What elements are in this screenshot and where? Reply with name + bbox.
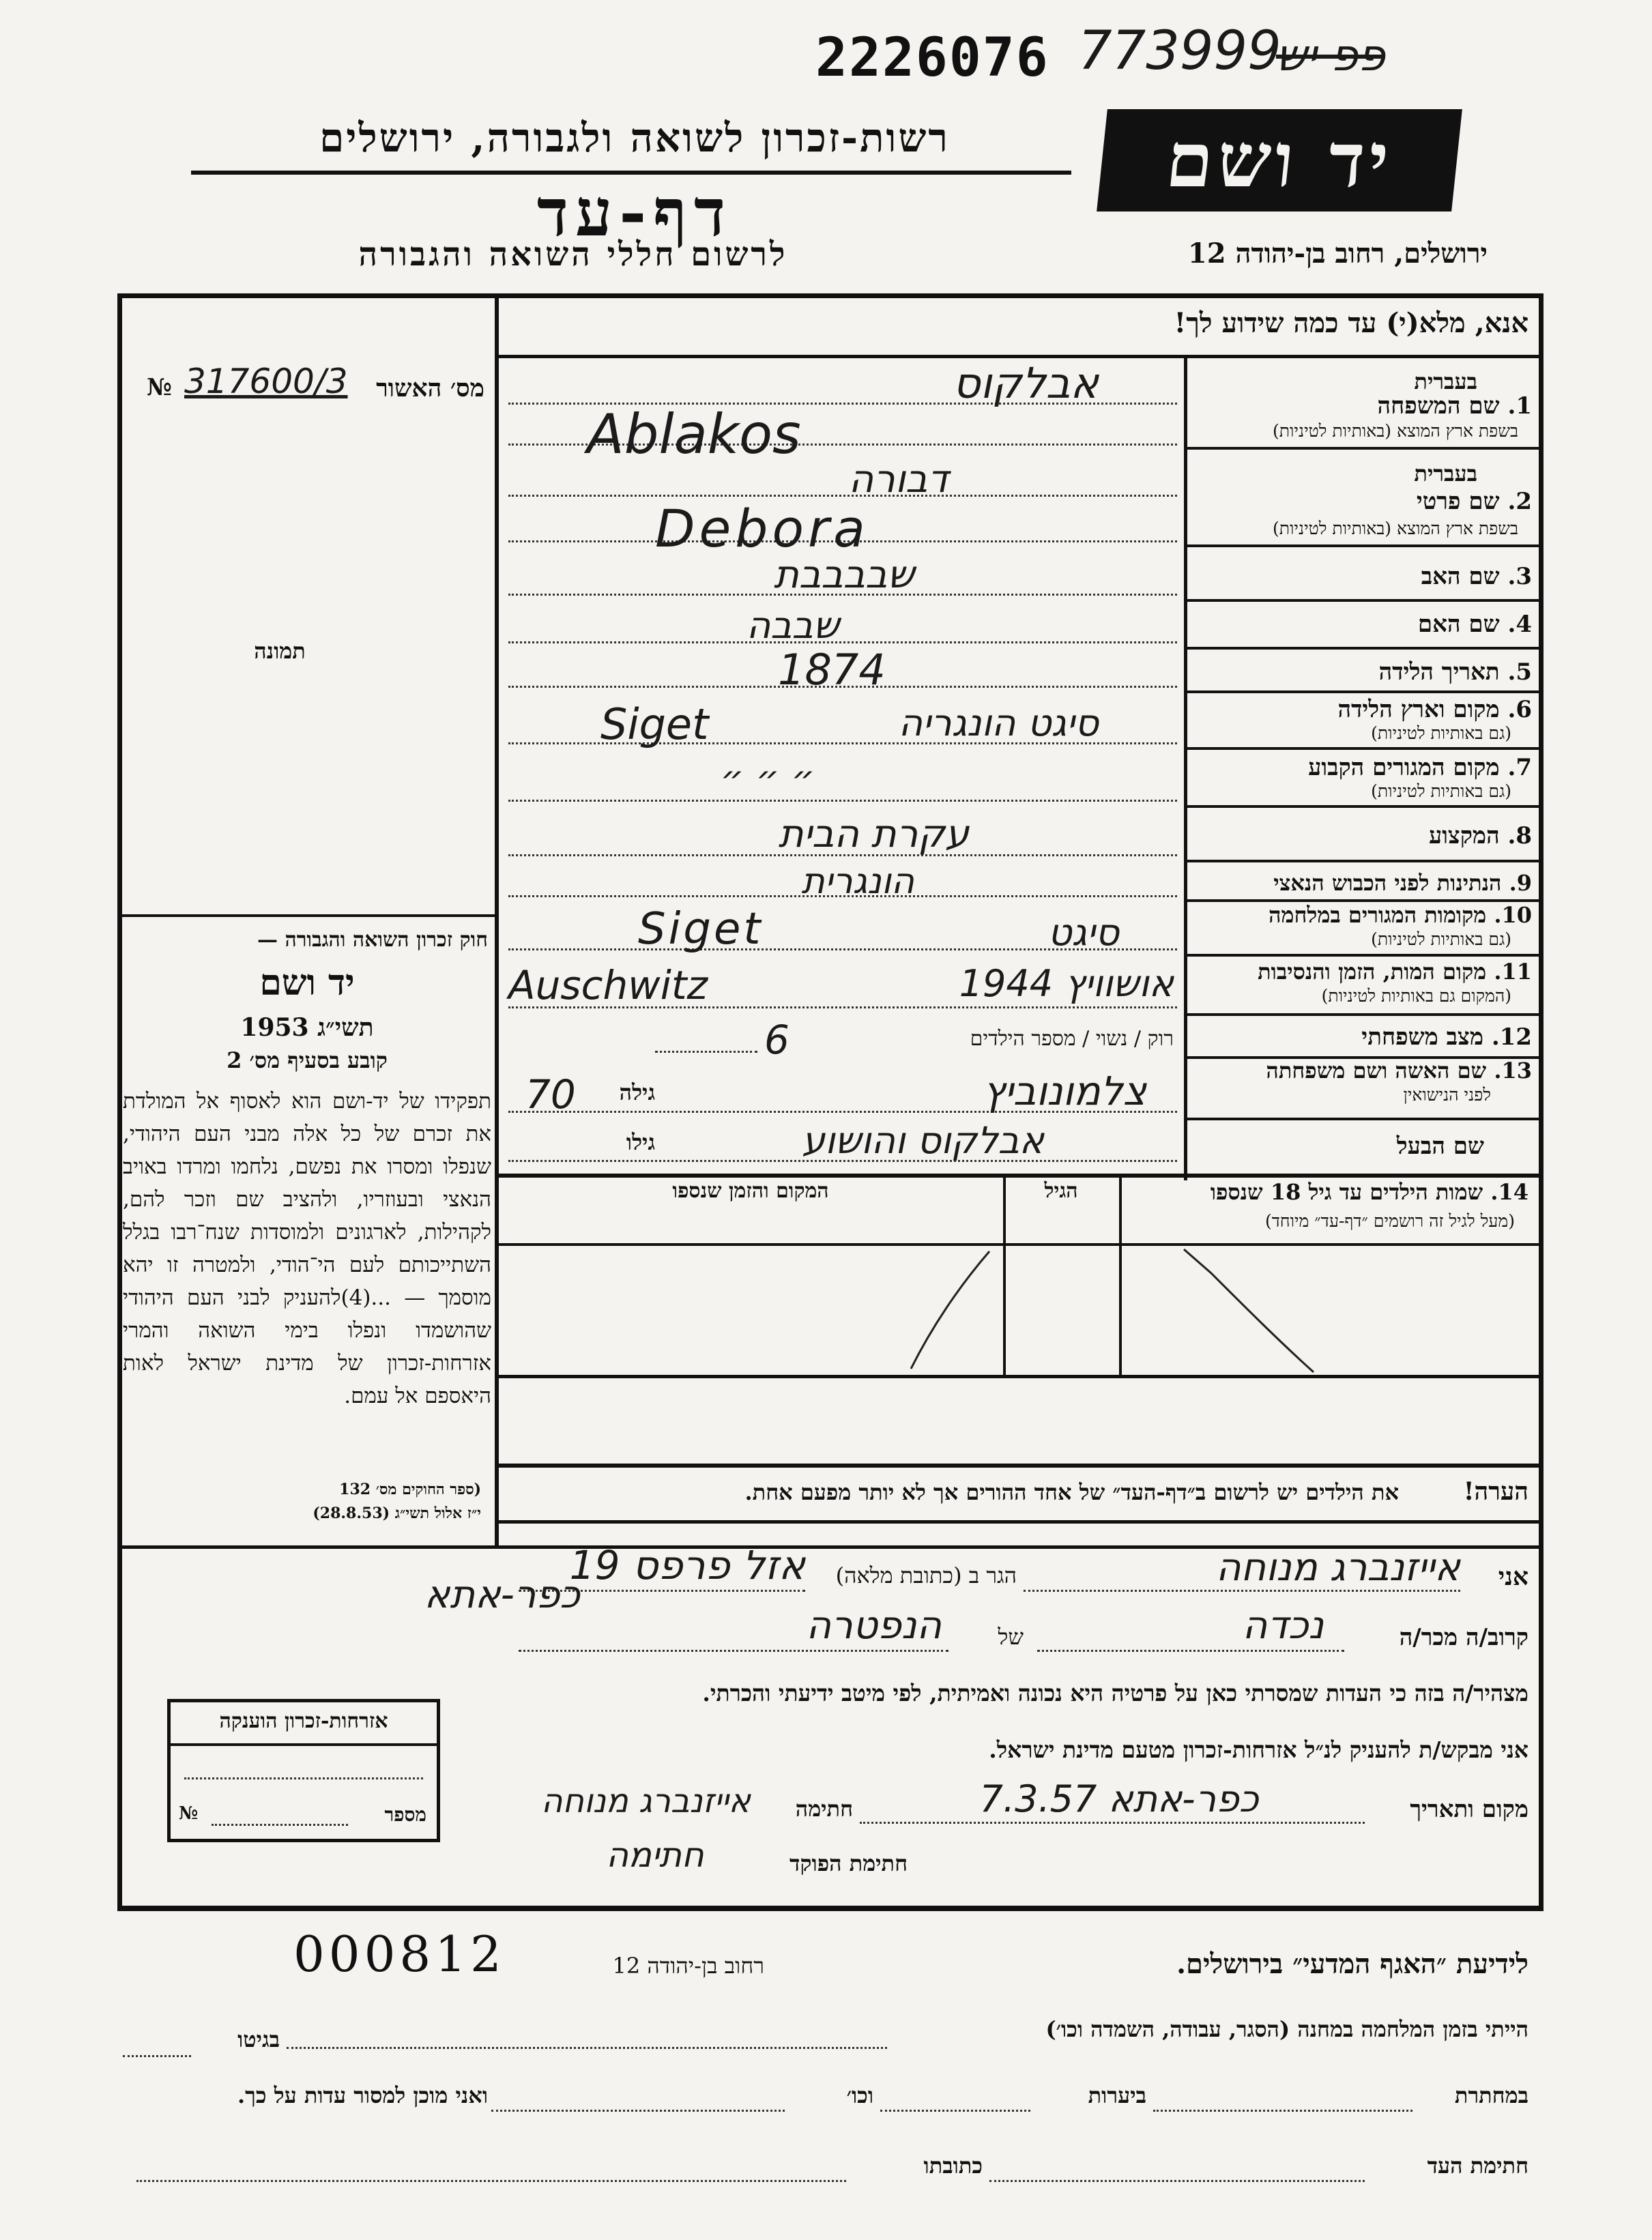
f13-value[interactable]: צלמונוביץ (983, 1068, 1146, 1114)
handwritten-corner-note: פפ יש (1276, 31, 1385, 81)
declaration-address-value-2[interactable]: כפר-אתא (424, 1573, 580, 1617)
law-reference-1: (ספר החוקים מס׳ 132 (339, 1481, 481, 1498)
children-col-place: המקום והזמן שנספו (672, 1179, 829, 1203)
f6-value[interactable]: סיגט הונגריה (898, 701, 1099, 744)
field-11-number: 11. (1494, 959, 1532, 985)
field-3-label (1191, 563, 1532, 590)
footer-line2-b: ביערות (1088, 2082, 1146, 2108)
law-clause: קובע בסעיף מס׳ 2 (227, 1047, 388, 1073)
yad-vashem-logo (1097, 109, 1462, 212)
field-1-label (1191, 392, 1532, 420)
field-7-label (1191, 754, 1532, 781)
citizenship-box (167, 1699, 440, 1842)
photo-label: תמונה (254, 638, 306, 664)
law-name: יד ושם (259, 962, 355, 1004)
logo-text: יד ושם (1161, 116, 1397, 204)
footer-line2-d: ואני מוכן למסור עדות על כך. (237, 2082, 488, 2108)
law-reference-2: י״ז אלול תשי״ג (28.8.53) (313, 1504, 481, 1522)
husband-label: שם הבעל (1396, 1133, 1484, 1160)
field-4-label (1191, 611, 1532, 638)
row-7-divider (1184, 805, 1544, 808)
field-7-title: מקום המגורים הקבוע (1308, 754, 1500, 781)
f11-latin-value[interactable]: Auschwitz (508, 962, 708, 1008)
field-3-title: שם האב (1421, 563, 1500, 590)
field-13-number: 13. (1494, 1058, 1532, 1083)
note-text: את הילדים יש לרשום ב״דף-העד״ של אחד ההורים אך לא יותר מפעם אחת. (744, 1479, 1399, 1505)
children-col-names-title: שמות הילדים עד גיל 18 שנספו (1210, 1179, 1483, 1205)
law-year: תשי״ג 1953 (240, 1013, 374, 1042)
citizenship-box-title: אזרחות-זכרון הוענקה (219, 1709, 388, 1733)
f1-hebrew-value[interactable]: אבלקוס (953, 358, 1099, 408)
field-13-sublabel: לפני הנישואין (1403, 1085, 1491, 1105)
f2-hebrew-value[interactable]: דבורה (848, 457, 948, 501)
row-11-divider (1184, 1013, 1544, 1016)
field-1-hebrew-tag: בעברית (1414, 368, 1477, 394)
field-9-number: 9. (1509, 870, 1532, 896)
field-1-title: שם המשפחה (1377, 392, 1500, 420)
approval-number-symbol: № (147, 374, 172, 401)
citizenship-box-number-symbol: № (179, 1803, 199, 1824)
declaration-name-line (1024, 1590, 1460, 1592)
field-2-label (1191, 488, 1532, 515)
footer-line1-end: בגיטו (237, 2026, 280, 2052)
declaration-request: אני מבקש/ת להעניק לנ״ל אזרחות-זכרון מטעם מדינת ישראל. (989, 1736, 1528, 1763)
children-col-names-sub: (מעל לגיל זה רושמים ״דף-עד״ מיוחד) (1265, 1211, 1515, 1231)
handwritten-number: 773999 (1078, 20, 1281, 82)
children-cross-out-strokes (495, 1246, 1544, 1376)
note-label: הערה! (1463, 1477, 1528, 1506)
field-11-title: מקום המות, הזמן והנסיבות (1258, 959, 1487, 985)
field-10-title: מקומות המגורים במלחמה (1269, 902, 1487, 928)
field-1-number: 1. (1507, 392, 1532, 420)
field-9-title: הנתינות לפני הכבוש הנאצי (1273, 870, 1502, 896)
footer-line2-a: במחתרת (1454, 2082, 1528, 2108)
declaration-of-value[interactable]: הנפטרה (806, 1603, 942, 1648)
officer-signature-value: חתימה (606, 1835, 704, 1875)
f3-value[interactable]: שבבבבת (774, 553, 914, 597)
declaration-relation-value[interactable]: נכדה (1242, 1603, 1324, 1648)
row-6-divider (1184, 747, 1544, 750)
field-2-number: 2. (1507, 488, 1532, 515)
husband-value[interactable]: אבלקוס והושוע (802, 1119, 1044, 1162)
field-1-sublabel: בשפת ארץ המוצא (באותיות לטיניות) (1273, 421, 1518, 441)
row-13-divider (1184, 1118, 1544, 1120)
authority-name: רשות-זכרון לשואה ולגבורה, ירושלים (319, 115, 950, 161)
citizenship-box-line-1 (184, 1777, 423, 1779)
f10-value[interactable]: סיגט (1047, 911, 1119, 954)
f9-value[interactable]: הונגרית (801, 861, 914, 902)
field-10-number: 10. (1494, 902, 1532, 928)
serial-number: 2226076 (815, 27, 1049, 89)
declaration-address-value[interactable]: אזל פרפס 19 (569, 1542, 805, 1588)
field-13-title: שם האשה ושם משפחתה (1266, 1058, 1487, 1083)
f6-latin-value[interactable]: Siget (600, 699, 709, 749)
field-9-label (1191, 870, 1532, 896)
footer-info-address: רחוב בן-יהודה 12 (612, 1953, 764, 1979)
citizenship-box-number-label: מספר (384, 1803, 426, 1826)
citizenship-box-divider (171, 1743, 437, 1746)
f11-value[interactable]: אושוויץ 1944 (959, 962, 1174, 1005)
declaration-name-value[interactable]: אייזנברג מנוחה (1215, 1545, 1460, 1590)
f7-value[interactable]: ״ ״ ״ (720, 757, 815, 800)
approval-number: 317600/3 (184, 362, 348, 401)
field-2-sublabel: בשפת ארץ המוצא (באותיות לטיניות) (1273, 519, 1518, 538)
field-3-number: 3. (1507, 563, 1532, 590)
field-10-label (1191, 902, 1532, 928)
declaration-resides-label: הגר ב (כתובת מלאה) (835, 1562, 1017, 1588)
footer-line2-dots-b (880, 2110, 1030, 2112)
field-6-label (1191, 696, 1532, 723)
footer-info-title: לידיעת ״האגף המדעי״ בירושלים. (1176, 1948, 1528, 1980)
declaration-of-line (519, 1650, 948, 1652)
place-date-line (860, 1822, 1365, 1824)
declaration-relation-label: קרוב/ה מכר/ה (1399, 1624, 1528, 1651)
law-text: תפקידו של יד-ושם הוא לאסוף אל המולדת את זכרם של כל אלה מבני העם היהודי, שנפלו ומסרו את נפשם, נלחמו ומרדו באויב הנאצי ובעוזריו, ולהציב שם וזכר להם, לקהילות, לארגונים ולמוסדות שנח־רבו בגלל השתייכותם לעם הי־הודי, ולמטרה זו יהא מוסמך — ...(4)להעניק לבני העם היהודי שהושמדו ונפלו בימי השואה והמרי אזרחות-זכרון של מדינת ישראל לאות היאספם אל עמם. (123, 1089, 491, 1408)
children-col-names (1133, 1179, 1528, 1205)
children-number: 14. (1490, 1179, 1528, 1205)
field-6-sublabel: (גם באותיות לטיניות) (1371, 723, 1511, 743)
place-date-value[interactable]: כפר-אתא 7.3.57 (979, 1777, 1259, 1820)
field-4-number: 4. (1507, 611, 1532, 638)
footer-line1: הייתי בזמן המלחמה במחנה (הסגר, עבודה, השמדה וכו׳) (1045, 2016, 1528, 2042)
footer-line1-dots-b (123, 2055, 191, 2057)
signature-label: חתימה (795, 1796, 853, 1822)
field-11-sublabel: (המקום גם באותיות לטיניות) (1321, 986, 1511, 1006)
field-8-number: 8. (1507, 822, 1532, 849)
row-8-divider (1184, 860, 1544, 862)
declaration-of-label: של (998, 1624, 1024, 1650)
row-4-divider (1184, 647, 1544, 650)
row-10-divider (1184, 954, 1544, 957)
footer-line2-c: וכו׳ (846, 2082, 873, 2108)
f1-latin-value[interactable]: Ablakos (587, 403, 801, 466)
field-11-label (1191, 959, 1532, 985)
header-address: ירושלים, רחוב בן-יהודה 12 (1187, 237, 1488, 270)
husband-age-label: גילו (626, 1129, 655, 1155)
field-7-sublabel: (גם באותיות לטיניות) (1371, 781, 1511, 801)
note-top (495, 1464, 1544, 1468)
field-13-label (1191, 1058, 1532, 1083)
declaration-relation-line (1037, 1650, 1344, 1652)
footer-line3-dots-a (989, 2180, 1365, 2182)
f12-options: רוק / נשוי / מספר הילדים (970, 1027, 1174, 1051)
declaration-ani: אני (1498, 1562, 1528, 1591)
field-6-number: 6. (1507, 696, 1532, 723)
f4-line (508, 641, 1177, 643)
footer-line1-dots-a (287, 2047, 887, 2049)
approval-label: מס׳ האשור (376, 374, 484, 403)
field-5-label (1191, 658, 1532, 686)
officer-signature-label: חתימת הפוקד (789, 1850, 908, 1876)
field-5-title: תאריך הלידה (1378, 658, 1500, 686)
footer-line3-a: חתימת העד (1427, 2153, 1528, 2179)
field-5-number: 5. (1507, 658, 1532, 686)
row-5-divider (1184, 690, 1544, 693)
note-bottom (495, 1520, 1544, 1524)
field-12-title: מצב משפחתי (1361, 1023, 1483, 1051)
field-12-number: 12. (1491, 1023, 1532, 1051)
footer-line2-dots-c (491, 2110, 785, 2112)
field-7-number: 7. (1507, 754, 1532, 781)
footer-divider (117, 1907, 1544, 1911)
f4-value[interactable]: שבבה (747, 604, 839, 647)
f2-latin-value[interactable]: Debora (655, 498, 869, 559)
row-3-divider (1184, 599, 1544, 602)
signature-value[interactable]: אייזנברג מנוחה (541, 1782, 751, 1820)
footer-line3-dots-b (136, 2180, 846, 2182)
law-heading: חוק זכרון השואה והגבורה — (257, 928, 488, 952)
row-1-divider (1184, 447, 1544, 450)
f8-value[interactable]: עקרת הבית (778, 812, 969, 856)
f10-latin-value[interactable]: Siget (638, 904, 764, 955)
children-table-top (495, 1174, 1544, 1178)
footer-line2-dots-a (1153, 2110, 1412, 2112)
field-10-sublabel: (גם באותיות לטיניות) (1371, 929, 1511, 949)
f5-value[interactable]: 1874 (778, 645, 886, 695)
field-4-title: שם האם (1417, 611, 1500, 638)
footer-stamp-number: 000812 (293, 1925, 506, 1983)
f12-value[interactable]: 6 (764, 1017, 789, 1063)
footer-line3-b: כתובתו (923, 2153, 983, 2179)
field-6-title: מקום וארץ הלידה (1337, 696, 1500, 723)
f13-age-label: גילה (619, 1079, 655, 1105)
field-2-hebrew-tag: בעברית (1414, 461, 1477, 486)
place-date-label: מקום ותאריך (1410, 1796, 1528, 1823)
f12-line (655, 1051, 757, 1053)
children-col-age: הגיל (1044, 1179, 1078, 1203)
row-2-divider (1184, 544, 1544, 547)
citizenship-box-line-2 (212, 1824, 348, 1826)
form-title: דף-עד (536, 174, 733, 251)
intro-instruction: אנא, מלא(י) עד כמה שידוע לך! (1174, 307, 1528, 339)
declaration-statement: מצהיר/ה בזה כי העדות שמסרתי כאן על פרטיה היא נכונה ואמיתית, לפי מיטב ידיעתי והכרתי. (702, 1680, 1528, 1706)
form-subtitle: לרשום חללי השואה והגבורה (358, 235, 788, 274)
field-8-label (1191, 822, 1532, 849)
law-box-top (117, 914, 498, 917)
field-2-title: שם פרטי (1416, 488, 1500, 515)
field-8-title: המקצוע (1428, 822, 1500, 849)
field-12-label (1191, 1023, 1532, 1051)
f13-age-value[interactable]: 70 (525, 1071, 576, 1118)
